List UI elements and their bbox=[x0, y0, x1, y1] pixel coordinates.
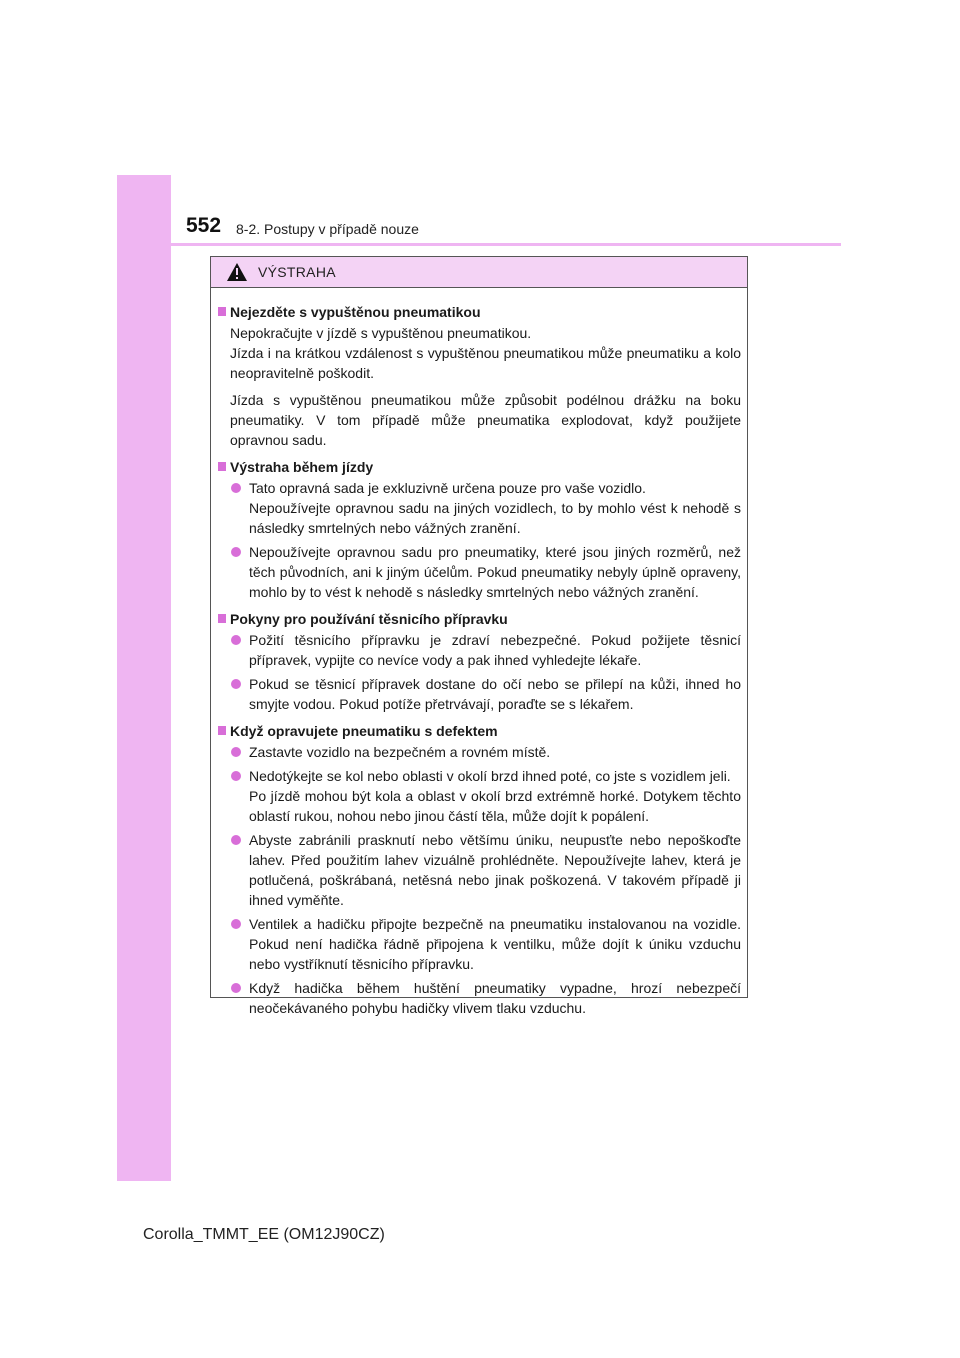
warning-section-title: Nejezděte s vypuštěnou pneumatikou bbox=[218, 302, 741, 322]
round-bullet-icon bbox=[231, 679, 241, 689]
warning-section-title: Když opravujete pneumatiku s defektem bbox=[218, 721, 741, 741]
warning-bullet: Když hadička během huštění pneumatiky vypadne, hrozí nebezpečí neočekávaného pohybu hadičky vlivem tlaku vzduchu. bbox=[218, 978, 741, 1018]
warning-header bbox=[211, 257, 747, 288]
warning-bullet: Pokud se těsnicí přípravek dostane do očí nebo se přilepí na kůži, ihned ho smyjte vodou. Pokud potíže přetrvávají, poraďte se s lékařem. bbox=[218, 674, 741, 714]
warning-paragraph: Jízda s vypuštěnou pneumatikou může způsobit podélnou drážku na boku pneumatiky. V tom případě může pneumatika explodovat, když použijete opravnou sadu. bbox=[230, 392, 741, 448]
round-bullet-icon bbox=[231, 635, 241, 645]
warning-bullet: Nepoužívejte opravnou sadu pro pneumatiky, které jsou jiných rozměrů, než těch původních, ani k jiným účelům. Pokud pneumatiky nebyly úplně opraveny, mohlo by to vést k nehodě s následky smrtelných nebo vážných zranění. bbox=[218, 542, 741, 602]
page-number: 552 bbox=[186, 214, 222, 237]
warning-section-title: Výstraha během jízdy bbox=[218, 457, 741, 477]
header-rule bbox=[171, 243, 841, 246]
warning-bullet: Požití těsnicího přípravku je zdraví nebezpečné. Pokud požijete těsnicí přípravek, vypijte co nevíce vody a pak ihned vyhledejte lékaře. bbox=[218, 630, 741, 670]
warning-triangle-icon bbox=[226, 262, 248, 282]
warning-bullet: Zastavte vozidlo na bezpečném a rovném místě. bbox=[218, 742, 741, 762]
warning-bullet: Nedotýkejte se kol nebo oblasti v okolí brzd ihned poté, co jste s vozidlem jeli. Po jízdě mohou být kola a oblast v okolí brzd extrémně horké. Dotykem těchto oblastí rukou, nohou nebo jinou částí těla, může dojít k popálení. bbox=[218, 766, 741, 826]
warning-label: VÝSTRAHA bbox=[258, 264, 336, 280]
warning-paragraph: Nepokračujte v jízdě s vypuštěnou pneumatikou. Jízda i na krátkou vzdálenost s vypuštěnou pneumatikou může pneumatiku a kolo neopravitelně poškodit. bbox=[230, 325, 741, 381]
round-bullet-icon bbox=[231, 547, 241, 557]
round-bullet-icon bbox=[231, 771, 241, 781]
warning-bullet: Ventilek a hadičku připojte bezpečně na pneumatiku instalovanou na vozidle. Pokud není hadička řádně připojena k ventilku, může dojít k úniku vzduchu nebo vystříknutí těsnicího přípravku. bbox=[218, 914, 741, 974]
round-bullet-icon bbox=[231, 747, 241, 757]
round-bullet-icon bbox=[231, 483, 241, 493]
square-bullet-icon bbox=[218, 307, 226, 316]
square-bullet-icon bbox=[218, 726, 226, 735]
square-bullet-icon bbox=[218, 462, 226, 471]
footer-model-code: Corolla_TMMT_EE (OM12J90CZ) bbox=[143, 1226, 385, 1243]
square-bullet-icon bbox=[218, 614, 226, 623]
round-bullet-icon bbox=[231, 919, 241, 929]
round-bullet-icon bbox=[231, 835, 241, 845]
warning-body bbox=[211, 288, 747, 1018]
round-bullet-icon bbox=[231, 983, 241, 993]
warning-section-title: Pokyny pro používání těsnicího přípravku bbox=[218, 609, 741, 629]
warning-bullet: Tato opravná sada je exkluzivně určena pouze pro vaše vozidlo. Nepoužívejte opravnou sadu na jiných vozidlech, to by mohlo vést k nehodě s následky smrtelných nebo vážných zranění. bbox=[218, 478, 741, 538]
section-title: 8-2. Postupy v případě nouze bbox=[236, 221, 419, 237]
warning-box bbox=[210, 256, 748, 1016]
side-tab-band bbox=[117, 175, 171, 1181]
warning-bullet: Abyste zabránili prasknutí nebo většímu úniku, neupusťte nebo nepoškoďte lahev. Před použitím lahev vizuálně prohlédněte. Nepoužívejte lahev, která je potlučená, poškrábaná, netěsná nebo jinak poškozená. V takovém případě ji ihned vyměňte. bbox=[218, 830, 741, 910]
